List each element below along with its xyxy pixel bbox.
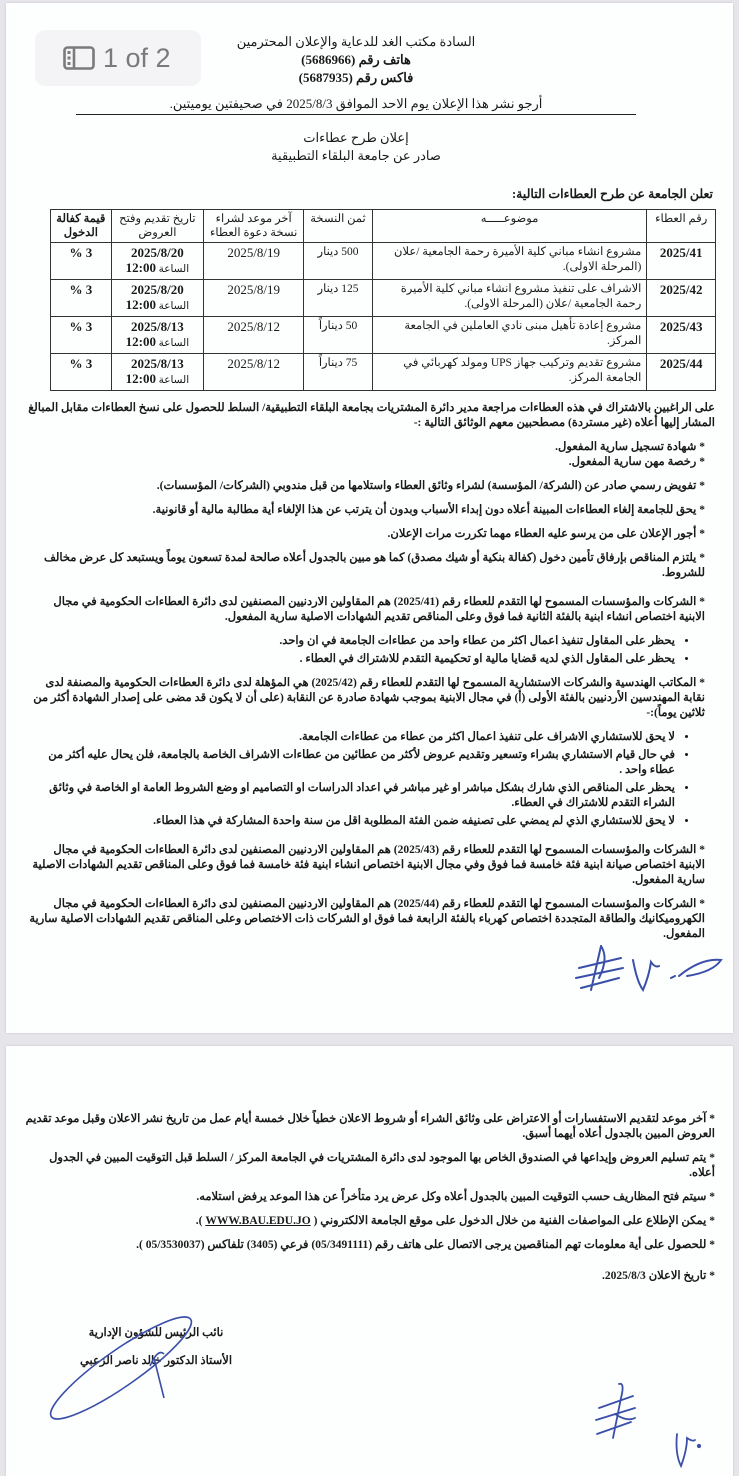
- announcement-date: * تاريخ الاعلان 2025/8/3.: [602, 1270, 715, 1282]
- col-guarantee: قيمة كفالة الدخول: [51, 210, 112, 243]
- title-line-1: إعلان طرح عطاءات: [303, 130, 409, 145]
- submission-date: 2025/8/20: [131, 245, 184, 260]
- table-row: [51, 243, 716, 280]
- tender-guarantee: 3 %: [51, 354, 112, 391]
- submission-time: 12:00: [125, 297, 156, 312]
- sidebar-pages-icon: [63, 46, 95, 70]
- submission-date: 2025/8/13: [131, 356, 184, 371]
- col-price: ثمن النسخة: [304, 210, 372, 243]
- signature-initials-icon: [571, 938, 731, 1003]
- signatory-title: نائب الرئيس للشؤون الإدارية: [88, 1327, 224, 1339]
- table-header-row: [51, 210, 716, 243]
- cancellation-clause: * يحق للجامعة إلغاء العطاءات المبينة أعلاه دون إبداء الأسباب وبدون أن يترتب عن هذا الإلغاء أية مطالبة مالية أو قانونية.: [152, 504, 705, 516]
- purchase-instructions: على الراغبين بالاشتراك في هذه العطاءات مراجعة مدير دائرة المشتريات بجامعة البلقاء التطبيقية/ السلط للحصول على نسخ العطاءات مقابل المبالغ المشار إليها أعلاه (غير مستردة) مصطحبين معهم الوثائق التالية :-: [28, 402, 715, 429]
- document-page-1: [6, 3, 733, 1033]
- tender-submission: [111, 317, 203, 354]
- submission-date: 2025/8/20: [131, 282, 184, 297]
- time-label: الساعة: [158, 375, 190, 386]
- publish-request: أرجو نشر هذا الإعلان يوم الاحد الموافق 2025/8/3 في صحيفتين يوميتين.: [76, 96, 636, 115]
- announcement-title: [186, 129, 526, 165]
- submission-terms: [25, 1112, 715, 1293]
- col-last-purchase: آخر موعد لشراء نسخة دعوة العطاء: [204, 210, 304, 243]
- submission-time: 12:00: [125, 334, 156, 349]
- tender-price: 75 ديناراً: [304, 354, 372, 391]
- list-item: • يحظر على المناقص الذي شارك بشكل مباشر او غير مباشر في اعداد الدراسات او التصاميم او وضع الشروط العامة او الخاصة في وثائق الشراء التقدم للاشتراك في العطاء.: [25, 781, 675, 811]
- tenders-table: [50, 209, 716, 391]
- envelope-opening: * سيتم فتح المظاريف حسب التوقيت المبين بالجدول أعلاه وكل عرض يرد متأخراً عن هذا الموعد يرفض استلامه.: [196, 1191, 715, 1203]
- required-doc-authorization: * تفويض رسمي صادر عن (الشركة/ المؤسسة) لشراء وثائق العطاء واستلامها من قبل مندوبي (الشركات/ المؤسسات).: [156, 480, 705, 492]
- tender-subject: الاشراف على تنفيذ مشروع انشاء مباني كلية الأميرة رحمة الجامعية /علان (المرحلة الاولى).: [372, 280, 647, 317]
- signatory-name: الأستاذ الدكتور خالد ناصر الزعبي: [79, 1355, 233, 1367]
- tender-43-eligibility: * الشركات والمؤسسات المسموح لها التقدم للعطاء رقم (2025/43) هم المقاولين الاردنيين المصنفين لدى دائرة العطاءات الحكومية في مجال الابنية اختصاص صيانة ابنية فئة خامسة فما فوق وفي مجال الابنية اختصاص انشاء ابنية فئة خامسة فما فوق وعلى المناقص تقديم الشهادات الاصلية سارية المفعول.: [32, 844, 705, 886]
- tender-last-purchase: 2025/8/19: [204, 280, 304, 317]
- advertising-fees-clause: * أجور الإعلان على من يرسو عليه العطاء مهما تكررت مرات الإعلان.: [387, 528, 705, 540]
- tender-last-purchase: 2025/8/19: [204, 243, 304, 280]
- time-label: الساعة: [158, 301, 190, 312]
- time-label: الساعة: [158, 264, 190, 275]
- conditions-section: [25, 401, 715, 951]
- inquiries-deadline: * آخر موعد لتقديم الاستفسارات أو الاعتراض على وثائق الشراء أو شروط الاعلان خطياً خلال خمسة أيام عمل من تاريخ نشر الاعلان وقبل موعد تقديم العروض المبين بالجدول أعلاه أيهما أسبق.: [25, 1113, 715, 1140]
- addressee: السادة مكتب الغد للدعاية والإعلان المحترمين: [236, 34, 476, 49]
- tender-price: 125 دينار: [304, 280, 372, 317]
- tender-42-restrictions: [25, 730, 715, 829]
- tender-subject: مشروع إعادة تأهيل مبنى نادي العاملين في الجامعة المركز.: [372, 317, 647, 354]
- table-row: [51, 354, 716, 391]
- submission-time: 12:00: [125, 371, 156, 386]
- table-row: [51, 317, 716, 354]
- list-item: • في حال قيام الاستشاري بشراء وتسعير وتقديم عروض لأكثر من عطائين من عطاءات الاشراف الخاصة بالجامعة، فلن يحال عليه أكثر من عطاء واحد .: [25, 748, 675, 778]
- list-item: • يحظر على المقاول الذي لديه قضايا مالية او تحكيمية التقدم للاشتراك في العطاء .: [25, 652, 675, 667]
- intro-text: تعلن الجامعة عن طرح العطاءات التالية:: [511, 187, 713, 201]
- list-item: • لا يحق للاستشاري الاشراف على تنفيذ اعمال اكثر من عطاء من عطاءات الجامعة.: [25, 730, 675, 745]
- col-submission: تاريخ تقديم وفتح العروض: [111, 210, 203, 243]
- table-row: [51, 280, 716, 317]
- tender-last-purchase: 2025/8/12: [204, 317, 304, 354]
- required-doc-license: * رخصة مهن سارية المفعول.: [568, 456, 705, 468]
- submission-time: 12:00: [125, 260, 156, 275]
- tender-submission: [111, 354, 203, 391]
- university-website-link[interactable]: WWW.BAU.EDU.JO: [205, 1215, 311, 1227]
- title-line-2: صادر عن جامعة البلقاء التطبيقية: [271, 148, 441, 163]
- required-doc-registration: * شهادة تسجيل سارية المفعول.: [555, 441, 705, 453]
- tender-subject: مشروع تقديم وتركيب جهاز UPS ومولد كهربائي في الجامعة المركز.: [372, 354, 647, 391]
- tender-last-purchase: 2025/8/12: [204, 354, 304, 391]
- tender-submission: [111, 280, 203, 317]
- specifications-link-text: [25, 1214, 715, 1229]
- tender-44-eligibility: * الشركات والمؤسسات المسموح لها التقدم للعطاء رقم (2025/44) هم المقاولين الاردنيين المصنفين لدى دائرة العطاءات الحكومية في مجال الكهروميكانيك والطاقة المتجددة اختصاص كهرباء بالفئة الرابعة فما فوق او الشركات ذات الاختصاص وعلى المناقص تقديم الشهادات الاصلية سارية المفعول.: [29, 898, 705, 940]
- letter-header: [186, 33, 526, 87]
- tender-number: 2025/41: [647, 243, 716, 280]
- contact-info: * للحصول على أية معلومات تهم المناقصين يرجى الاتصال على هاتف رقم (05/3491111) فرعي (3405) تلفاكس (05/3530037 ).: [136, 1239, 715, 1251]
- tender-submission: [111, 243, 203, 280]
- specs-prefix: * يمكن الإطلاع على المواصفات الفنية من خلال الدخول على موقع الجامعة الالكتروني (: [313, 1215, 715, 1227]
- tender-42-eligibility: * المكاتب الهندسية والشركات الاستشارية المسموح لها التقدم للعطاء رقم (2025/42) هي المؤهلة لدى دائرة العطاءات الحكومية والمصنفة لدى نقابة المهندسين الأردنيين بالفئة الأولى (أ) في مجال الابنية بموجب شهادة صادرة عن النقابة (على أن لا يكون قد مضى على إصدار الشهادة أكثر من ثلاثين يوماً):-: [33, 677, 705, 719]
- tender-price: 500 دينار: [304, 243, 372, 280]
- list-item: • لا يحق للاستشاري الذي لم يمضي على تصنيفه ضمن الفئة المطلوبة اقل من سنة واحدة المشاركة في هذا العطاء.: [25, 814, 675, 829]
- tender-guarantee: 3 %: [51, 243, 112, 280]
- page-indicator[interactable]: [35, 30, 201, 86]
- fax-number: فاكس رقم (5687935): [298, 70, 414, 85]
- phone-number: هاتف رقم (5686966): [301, 52, 411, 67]
- tender-41-eligibility: * الشركات والمؤسسات المسموح لها التقدم للعطاء رقم (2025/41) هم المقاولين الاردنيين المصنفين لدى دائرة العطاءات الحكومية في مجال الابنية اختصاص انشاء ابنية بالفئة الثانية فما فوق وعلى المناقص تقديم الشهادات الاصلية سارية المفعول.: [53, 596, 705, 623]
- col-subject: موضوعـــــه: [372, 210, 647, 243]
- bid-delivery: * يتم تسليم العروض وإيداعها في الصندوق الخاص بها الموجود لدى دائرة المشتريات في الجامعة المركز / السلط قبل التوقيت المبين في الجدول أعلاه.: [49, 1152, 715, 1179]
- initials-icon: [591, 1378, 731, 1473]
- tender-41-restrictions: [25, 634, 715, 667]
- list-item: • يحظر على المقاول تنفيذ اعمال اكثر من عطاء واحد من عطاءات الجامعة في ان واحد.: [25, 634, 675, 649]
- specs-suffix: ).: [195, 1215, 203, 1227]
- tender-number: 2025/44: [647, 354, 716, 391]
- bid-bond-clause: * يلتزم المناقص بإرفاق تأمين دخول (كفالة بنكية أو شيك مصدق) كما هو مبين بالجدول أعلاه صالحة لمدة تسعون يوماً ويستبعد كل عرض مخالف للشروط.: [43, 552, 705, 579]
- tender-guarantee: 3 %: [51, 317, 112, 354]
- tender-subject: مشروع انشاء مباني كلية الأميرة رحمة الجامعية /علان (المرحلة الاولى).: [372, 243, 647, 280]
- page-count-label: 1 of 2: [103, 42, 171, 73]
- tender-number: 2025/43: [647, 317, 716, 354]
- time-label: الساعة: [158, 338, 190, 349]
- tender-guarantee: 3 %: [51, 280, 112, 317]
- col-number: رقم العطاء: [647, 210, 716, 243]
- submission-date: 2025/8/13: [131, 319, 184, 334]
- tender-number: 2025/42: [647, 280, 716, 317]
- signature-icon: [46, 1318, 196, 1433]
- tender-price: 50 ديناراً: [304, 317, 372, 354]
- document-page-2: [6, 1046, 733, 1476]
